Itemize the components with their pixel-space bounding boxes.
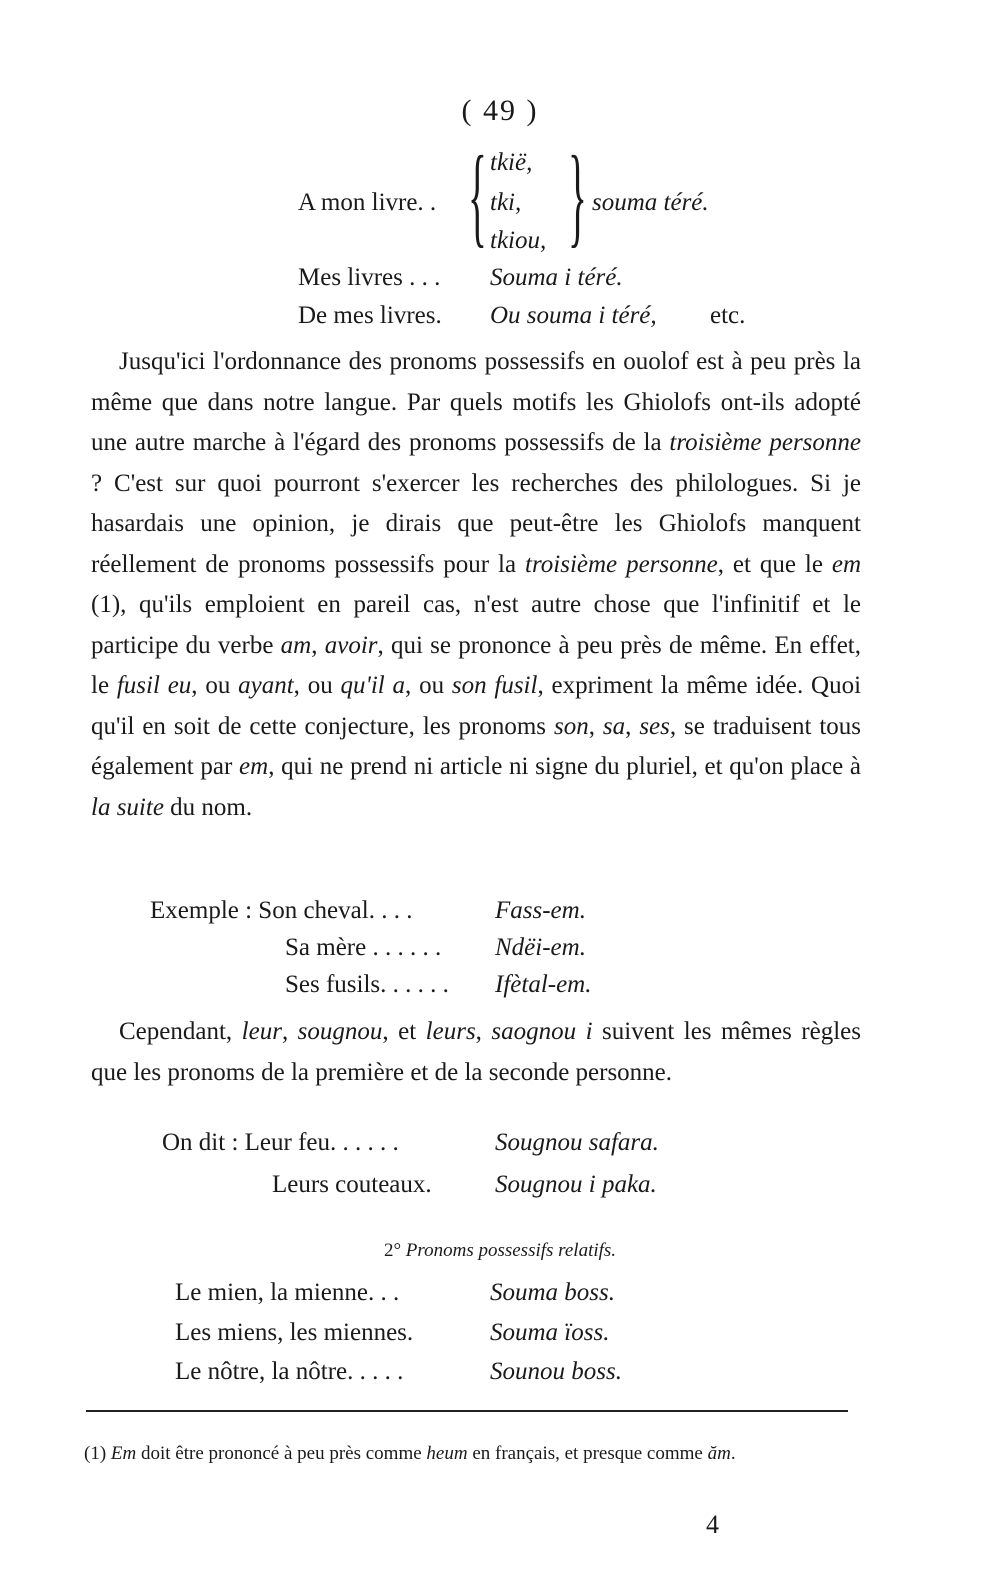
possessive-form-2: tki, — [490, 189, 522, 216]
on-dit-translation: Sougnou i paka. — [495, 1171, 657, 1198]
left-brace: { — [468, 134, 487, 258]
etc-text: etc. — [710, 302, 746, 329]
possessive-form-1: tkië, — [490, 149, 533, 176]
relatif-translation: Souma boss. — [490, 1279, 616, 1306]
second-paragraph: Cependant, leur, sougnou, et leurs, saognou i suivent les mêmes règles que les pronoms de la première et de la seconde personne. — [91, 1018, 862, 1086]
mes-livres-label: Mes livres . . . — [298, 264, 441, 291]
section-subheading: 2° Pronoms possessifs relatifs. — [383, 1240, 617, 1261]
example-label: Ses fusils. . . . . . — [285, 971, 449, 998]
a-mon-livre-label: A mon livre. . — [298, 189, 437, 216]
right-brace: } — [568, 134, 587, 258]
relatif-label: Le nôtre, la nôtre. . . . . — [175, 1358, 404, 1385]
footnote-rule — [86, 1410, 848, 1412]
example-label: Exemple : Son cheval. . . . — [150, 897, 413, 924]
example-translation: Ndëi-em. — [495, 934, 586, 961]
relatif-translation: Sounou boss. — [490, 1358, 622, 1385]
relatif-label: Les miens, les miennes. — [175, 1319, 414, 1346]
de-mes-livres-label: De mes livres. — [298, 302, 442, 329]
relatif-label: Le mien, la mienne. . . — [175, 1279, 400, 1306]
on-dit-label: On dit : Leur feu. . . . . . — [162, 1129, 399, 1156]
example-translation: Fass-em. — [495, 897, 586, 924]
main-paragraph: Jusqu'ici l'ordonnance des pronoms possessifs en ouolof est à peu près la même que dans notre langue. Par quels motifs les Ghiolofs ont-ils adopté une autre marche à l'égard des pronoms possessifs de la troisième personne ? C'est sur quoi pourront s'exercer les recherches des philologues. Si je hasardais une opinion, je dirais que peut-être les Ghiolofs manquent réellement de pronoms possessifs pour la troisième personne, et que le em (1), qu'ils emploient en pareil cas, n'est autre chose que l'infinitif et le participe du verbe am, avoir, qui se prononce à peu près de même. En effet, le fusil eu, ou ayant, ou qu'il a, ou son fusil, expriment la même idée. Quoi qu'il en soit de cette conjecture, les pronoms son, sa, ses, se traduisent tous également par em, qui ne prend ni article ni signe du pluriel, et qu'on place à la suite du nom. — [91, 348, 862, 821]
page-number: ( 49 ) — [461, 94, 539, 127]
possessive-form-3: tkiou, — [490, 227, 547, 254]
signature-mark: 4 — [706, 1510, 719, 1539]
footnote: (1) Em doit être prononcé à peu près comme heum en français, et presque comme ăm. — [84, 1443, 736, 1464]
on-dit-translation: Sougnou safara. — [495, 1129, 659, 1156]
relatif-translation: Souma ïoss. — [490, 1319, 610, 1346]
example-translation: Ifètal-em. — [495, 971, 592, 998]
on-dit-label: Leurs couteaux. — [272, 1171, 432, 1198]
souma-tere-translation: souma téré. — [592, 189, 709, 216]
mes-livres-translation: Souma i téré. — [490, 264, 623, 291]
example-label: Sa mère . . . . . . — [285, 934, 442, 961]
de-mes-livres-translation: Ou souma i téré, — [490, 302, 657, 329]
